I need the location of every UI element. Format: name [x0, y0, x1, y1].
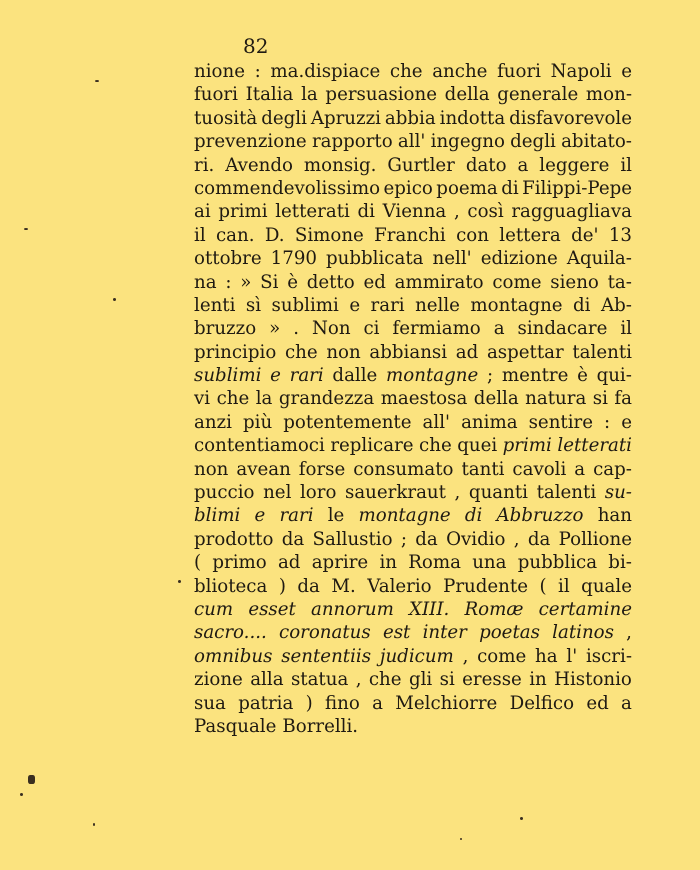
ink-speck — [28, 775, 35, 784]
word: blimi — [194, 505, 241, 527]
word: una — [472, 552, 507, 574]
text-line — [194, 575, 632, 598]
word: la — [301, 84, 318, 106]
word: han — [597, 505, 632, 527]
ink-speck — [520, 817, 523, 820]
text-line — [194, 411, 632, 434]
word: ( — [539, 575, 547, 597]
word: fuori — [194, 84, 238, 106]
word: loro — [299, 482, 337, 504]
word: ingegno — [430, 131, 505, 153]
word: persuasione — [325, 84, 437, 106]
word: bi- — [608, 552, 632, 574]
word: Pollione — [558, 528, 632, 550]
word: iscri- — [585, 645, 632, 667]
word: con — [456, 224, 489, 246]
text-line — [194, 692, 632, 715]
word: Valerio — [367, 575, 432, 597]
word: Romæ — [464, 598, 524, 620]
word: che — [389, 61, 423, 82]
word: sententiis — [281, 645, 372, 667]
word: epico — [383, 177, 433, 199]
text-line — [194, 60, 632, 83]
word: ; — [486, 365, 494, 387]
word: cavoli — [512, 458, 567, 480]
word: talenti — [572, 341, 632, 363]
word: zione — [194, 669, 243, 691]
word: letterati — [275, 201, 350, 223]
ink-speck — [24, 228, 28, 230]
word: vi — [194, 388, 211, 410]
word: di — [573, 294, 591, 316]
word: a — [574, 458, 586, 480]
word: indotta — [439, 107, 506, 129]
word: abbiansi — [369, 341, 448, 363]
word: in — [379, 552, 397, 574]
word: generale — [497, 84, 579, 106]
word: pubblicata — [326, 248, 424, 270]
word: nelle — [415, 294, 460, 316]
word: anche — [432, 61, 488, 82]
word: quale — [581, 575, 632, 597]
word: e — [349, 294, 361, 316]
word: di — [464, 505, 483, 527]
word: e — [621, 411, 632, 433]
word: ragguagliava — [511, 201, 632, 223]
word: nel — [263, 482, 292, 504]
text-line — [194, 200, 632, 223]
word: e — [270, 365, 281, 387]
word: Napoli — [550, 61, 612, 82]
ink-speck — [20, 793, 23, 796]
word: il — [558, 575, 570, 597]
word: ed — [363, 271, 386, 293]
word: consumato — [353, 458, 454, 480]
word: omnibus — [194, 645, 273, 667]
word: letterati — [557, 435, 632, 457]
word: le — [327, 505, 345, 527]
word: esset — [248, 598, 296, 620]
word: degli — [510, 131, 556, 153]
word: sì — [245, 294, 262, 316]
text-line — [194, 598, 632, 621]
text-line — [194, 247, 632, 270]
word: dato — [465, 154, 507, 176]
word: Roma — [408, 552, 461, 574]
word: fa — [614, 388, 632, 410]
word: statua — [290, 669, 349, 691]
word: della — [444, 84, 490, 106]
word: leggere — [539, 154, 610, 176]
ink-speck — [93, 823, 95, 826]
word: ta- — [607, 271, 632, 293]
word: rari — [289, 365, 324, 387]
word: inter — [422, 622, 467, 644]
word: monsig. — [303, 154, 377, 176]
word: edizione — [480, 248, 558, 270]
word: aprire — [311, 552, 369, 574]
ink-speck — [178, 580, 181, 583]
text-line — [194, 224, 632, 247]
word: Pasquale — [194, 715, 277, 737]
text-line — [194, 504, 632, 527]
word: fuori — [497, 61, 541, 82]
text-line — [194, 154, 632, 177]
word: poema — [436, 177, 498, 199]
word: avean — [236, 458, 291, 480]
word: quei — [457, 435, 498, 457]
word: rari — [279, 505, 314, 527]
word: , — [453, 201, 460, 223]
word: a — [493, 318, 505, 340]
word: il — [620, 154, 632, 176]
word: lettera — [499, 224, 561, 246]
word: 13 — [608, 224, 632, 246]
word: Abbruzzo — [496, 505, 584, 527]
word: sauerkraut — [345, 482, 446, 504]
word: Avendo — [225, 154, 293, 176]
word: tuosità — [194, 107, 258, 129]
word: blioteca — [194, 575, 268, 597]
word: che — [419, 435, 452, 457]
word: Gurtler — [387, 154, 455, 176]
word: ) — [278, 575, 286, 597]
word: cap- — [593, 458, 632, 480]
word: è — [287, 271, 298, 293]
word: annorum — [310, 598, 394, 620]
word: rapporto — [311, 131, 393, 153]
word: lenti — [194, 294, 236, 316]
word: : — [254, 61, 261, 82]
word: sublimi — [194, 365, 262, 387]
word: » — [269, 318, 281, 340]
word: di — [357, 201, 375, 223]
word: D. — [264, 224, 285, 246]
text-line — [194, 271, 632, 294]
word: natura — [525, 388, 587, 410]
word: prevenzione — [194, 131, 307, 153]
word: si — [439, 669, 455, 691]
text-line — [194, 481, 632, 504]
word: ( — [194, 552, 202, 574]
word: , — [355, 669, 362, 691]
word: Filippi-Pepe — [522, 177, 632, 199]
word: a — [372, 692, 383, 714]
text-line — [194, 551, 632, 574]
word: patria — [238, 692, 294, 714]
text-line — [194, 458, 632, 481]
word: can. — [215, 224, 255, 246]
word: montagne — [358, 505, 451, 527]
word: pubblica — [517, 552, 598, 574]
word: ad — [277, 552, 301, 574]
word: dalle — [332, 365, 378, 387]
word: , — [626, 622, 632, 644]
word: abbia — [384, 107, 436, 129]
text-line — [194, 621, 632, 644]
word: M. — [331, 575, 356, 597]
word: che — [368, 669, 402, 691]
word: rari — [370, 294, 405, 316]
word: na — [194, 271, 217, 293]
word: a — [621, 692, 632, 714]
word: Ovidio — [446, 528, 506, 550]
word: fino — [325, 692, 360, 714]
word: in — [529, 669, 547, 691]
text-line — [194, 317, 632, 340]
ink-speck — [460, 838, 462, 840]
word: la — [255, 388, 273, 410]
body-text — [194, 60, 632, 738]
text-line — [194, 715, 632, 738]
word: judicum — [379, 645, 454, 667]
word: potentemente — [283, 411, 412, 433]
word: Italia — [245, 84, 294, 106]
word: si — [592, 388, 608, 410]
word: montagne — [386, 365, 479, 387]
word: all' — [422, 411, 451, 433]
word: ma.dispiace — [270, 61, 381, 82]
word: Ab- — [600, 294, 632, 316]
text-line — [194, 645, 632, 668]
word: ammirato — [394, 271, 484, 293]
word: 1790 — [270, 248, 317, 270]
text-line — [194, 130, 632, 153]
word: Delfico — [509, 692, 575, 714]
word: fermiamo — [392, 318, 481, 340]
word: est — [382, 622, 411, 644]
word: prodotto — [194, 528, 274, 550]
word: commendevolissimo — [194, 177, 381, 199]
word: . — [293, 318, 300, 340]
word: ; — [400, 528, 407, 550]
page-number: 82 — [243, 34, 269, 58]
word: non — [326, 341, 361, 363]
word: e — [621, 61, 632, 82]
text-line — [194, 177, 632, 200]
word: nione — [194, 61, 245, 82]
word: alla — [250, 669, 284, 691]
text-line — [194, 294, 632, 317]
word: detto — [306, 271, 355, 293]
word: gli — [408, 669, 433, 691]
word: sublimi — [271, 294, 339, 316]
word: contentiamoci — [194, 435, 325, 457]
word: nell' — [432, 248, 472, 270]
word: ci — [363, 318, 380, 340]
word: Non — [311, 318, 351, 340]
word: grandezza — [278, 388, 375, 410]
word: principio — [194, 341, 277, 363]
word: puccio — [194, 482, 255, 504]
word: non — [194, 458, 229, 480]
word: , — [454, 482, 461, 504]
word: Histonio — [554, 669, 632, 691]
word: come — [492, 271, 542, 293]
word: l' — [566, 645, 578, 667]
word: poetas — [479, 622, 540, 644]
word: talenti — [536, 482, 597, 504]
text-line — [194, 341, 632, 364]
word: della — [473, 388, 519, 410]
word: Melchiorre — [395, 692, 498, 714]
word: degli — [261, 107, 307, 129]
word: forse — [298, 458, 346, 480]
word: da — [527, 528, 551, 550]
word: Si — [260, 271, 279, 293]
word: : — [604, 411, 611, 433]
word: disfavorevole — [509, 107, 632, 129]
word: ed — [586, 692, 609, 714]
word: a — [517, 154, 529, 176]
text-line — [194, 364, 632, 387]
word: anzi — [194, 411, 232, 433]
word: , — [462, 645, 469, 667]
word: de' — [571, 224, 599, 246]
word: Sallustio — [312, 528, 393, 550]
word: Prudente — [443, 575, 528, 597]
word: il — [194, 224, 206, 246]
word: aspettar — [486, 341, 564, 363]
word: mentre — [501, 365, 569, 387]
word: anima — [461, 411, 518, 433]
word: tanti — [461, 458, 505, 480]
word: da — [415, 528, 438, 550]
word: che — [216, 388, 250, 410]
text-line — [194, 668, 632, 691]
word: abitato- — [561, 131, 632, 153]
word: come — [477, 645, 527, 667]
word: » — [240, 271, 252, 293]
word: che — [284, 341, 318, 363]
word: Franchi — [374, 224, 446, 246]
word: il — [620, 318, 632, 340]
word: su- — [604, 482, 632, 504]
word: ri. — [194, 154, 215, 176]
word: da — [281, 528, 305, 550]
word: mon- — [585, 84, 632, 106]
word: qui- — [596, 365, 632, 387]
text-line — [194, 107, 632, 130]
ink-speck — [95, 80, 99, 82]
text-line — [194, 434, 632, 457]
word: primi — [218, 201, 268, 223]
text-line — [194, 528, 632, 551]
word: ha — [535, 645, 558, 667]
word: Aquila- — [566, 248, 632, 270]
word: primi — [502, 435, 552, 457]
word: sacro.... — [194, 622, 267, 644]
text-line — [194, 387, 632, 410]
word: è — [577, 365, 588, 387]
word: : — [225, 271, 232, 293]
word: coronatus — [279, 622, 371, 644]
word: da — [297, 575, 320, 597]
word: di — [501, 177, 519, 199]
word: sieno — [550, 271, 599, 293]
word: all' — [397, 131, 426, 153]
word: , — [513, 528, 520, 550]
word: Borrelli. — [282, 715, 359, 737]
word: eresse — [462, 669, 522, 691]
word: certamine — [538, 598, 632, 620]
word: e — [254, 505, 266, 527]
word: XIII. — [409, 598, 450, 620]
word: sindacare — [517, 318, 608, 340]
word: montagne — [470, 294, 563, 316]
word: ottobre — [194, 248, 262, 270]
word: latinos — [552, 622, 614, 644]
word: Apruzzi — [310, 107, 381, 129]
ink-speck — [113, 298, 116, 301]
word: ad — [455, 341, 479, 363]
word: primo — [212, 552, 267, 574]
text-line — [194, 83, 632, 106]
word: Vienna — [382, 201, 447, 223]
word: più — [243, 411, 273, 433]
word: ) — [305, 692, 313, 714]
word: così — [467, 201, 504, 223]
word: quanti — [468, 482, 528, 504]
word: sua — [194, 692, 226, 714]
word: maestosa — [380, 388, 468, 410]
word: replicare — [330, 435, 414, 457]
word: Simone — [294, 224, 364, 246]
word: bruzzo — [194, 318, 257, 340]
word: sentire — [528, 411, 593, 433]
word: cum — [194, 598, 234, 620]
word: ai — [194, 201, 211, 223]
